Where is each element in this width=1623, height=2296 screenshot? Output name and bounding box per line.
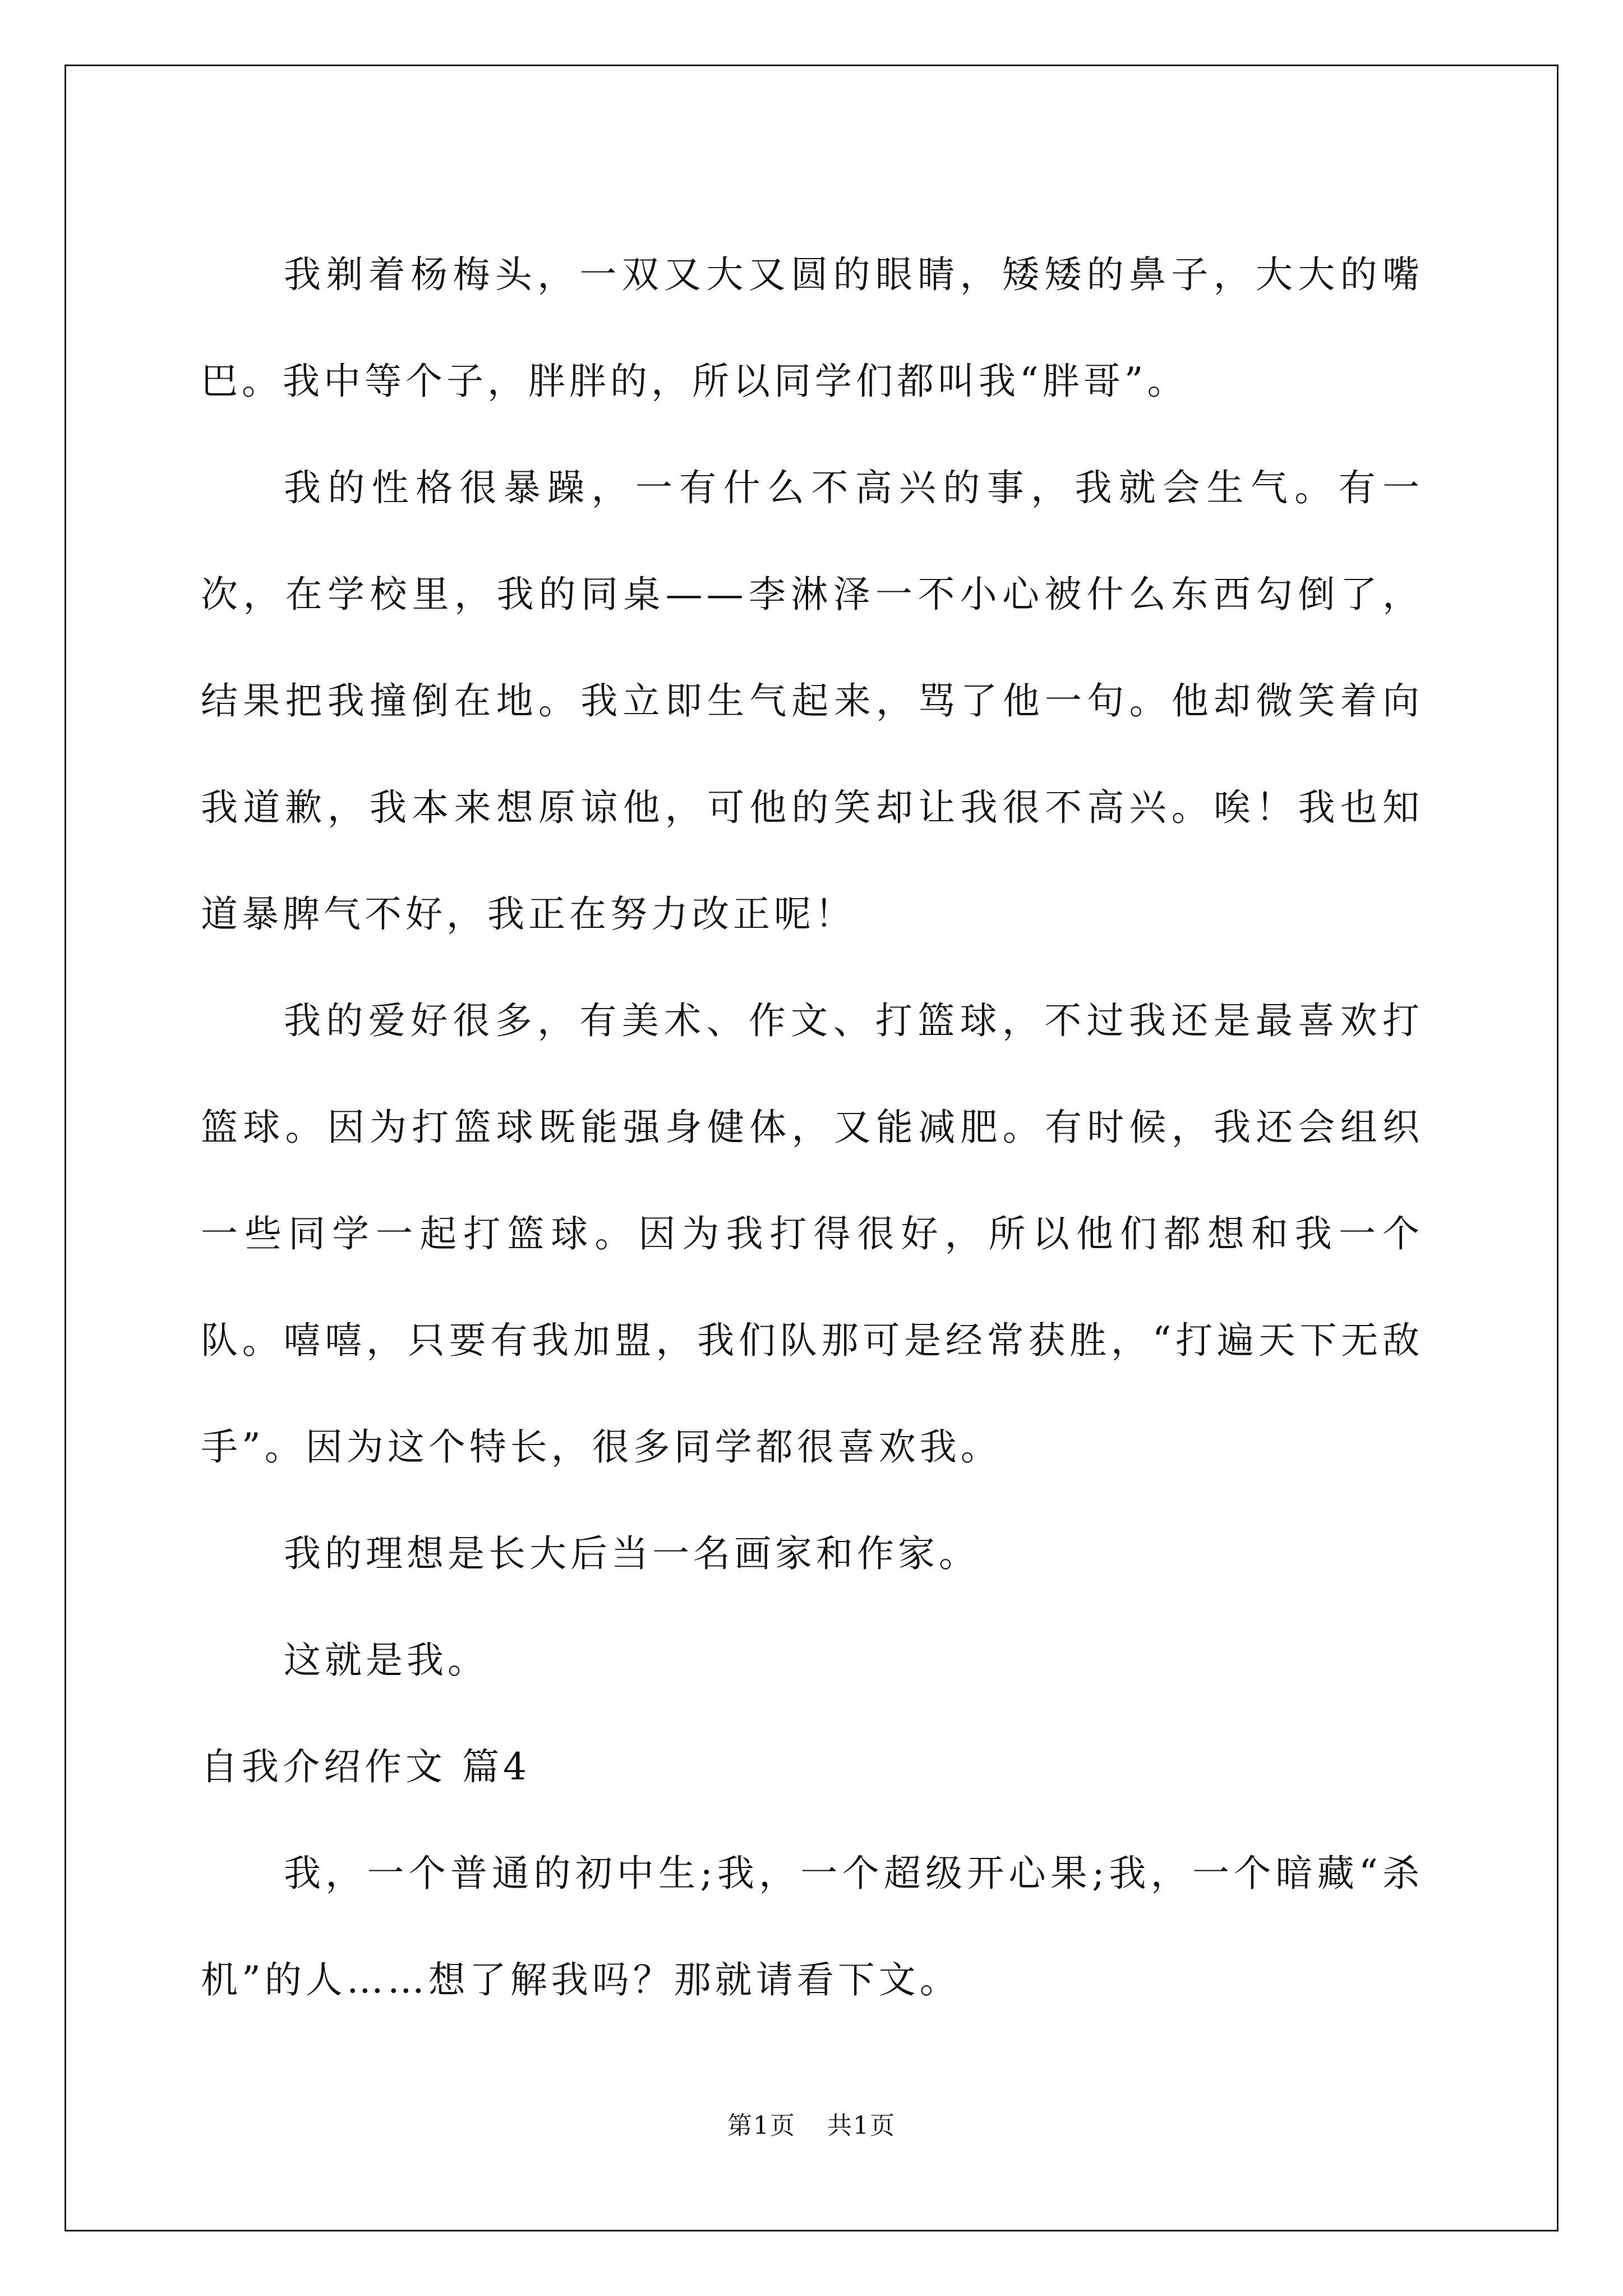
document-body: [201, 222, 1423, 2033]
paragraph-closing: 这就是我。: [284, 1639, 488, 1682]
paragraph-dream: 我的理想是长大后当一名画家和作家。: [284, 1532, 980, 1575]
paragraph-section4-intro: 我，一个普通的初中生;我，一个超级开心果;我，一个暗藏“杀机”的人……想了解我吗？那就请看下文。: [201, 1852, 1423, 2001]
page-number: 第1页: [727, 2111, 796, 2140]
page-total: 共1页: [827, 2111, 896, 2140]
paragraph-hobbies: 我的爱好很多，有美术、作文、打篮球，不过我还是最喜欢打篮球。因为打篮球既能强身健体，又能减肥。有时候，我还会组织一些同学一起打篮球。因为我打得很好，所以他们都想和我一个队。嘻嘻，只要有我加盟，我们队那可是经常获胜，“打遍天下无敌手”。因为这个特长，很多同学都很喜欢我。: [201, 999, 1423, 1469]
paragraph-personality: 我的性格很暴躁，一有什么不高兴的事，我就会生气。有一次，在学校里，我的同桌——李淋泽一不小心被什么东西勾倒了，结果把我撞倒在地。我立即生气起来，骂了他一句。他却微笑着向我道歉，我本来想原谅他，可他的笑却让我很不高兴。唉！我也知道暴脾气不好，我正在努力改正呢！: [201, 466, 1423, 936]
paragraph-appearance: 我剃着杨梅头，一双又大又圆的眼睛，矮矮的鼻子，大大的嘴巴。我中等个子，胖胖的，所以同学们都叫我“胖哥”。: [201, 253, 1423, 403]
page-footer: [0, 2109, 1623, 2143]
section-title: 自我介绍作文 篇4: [201, 1745, 531, 1788]
